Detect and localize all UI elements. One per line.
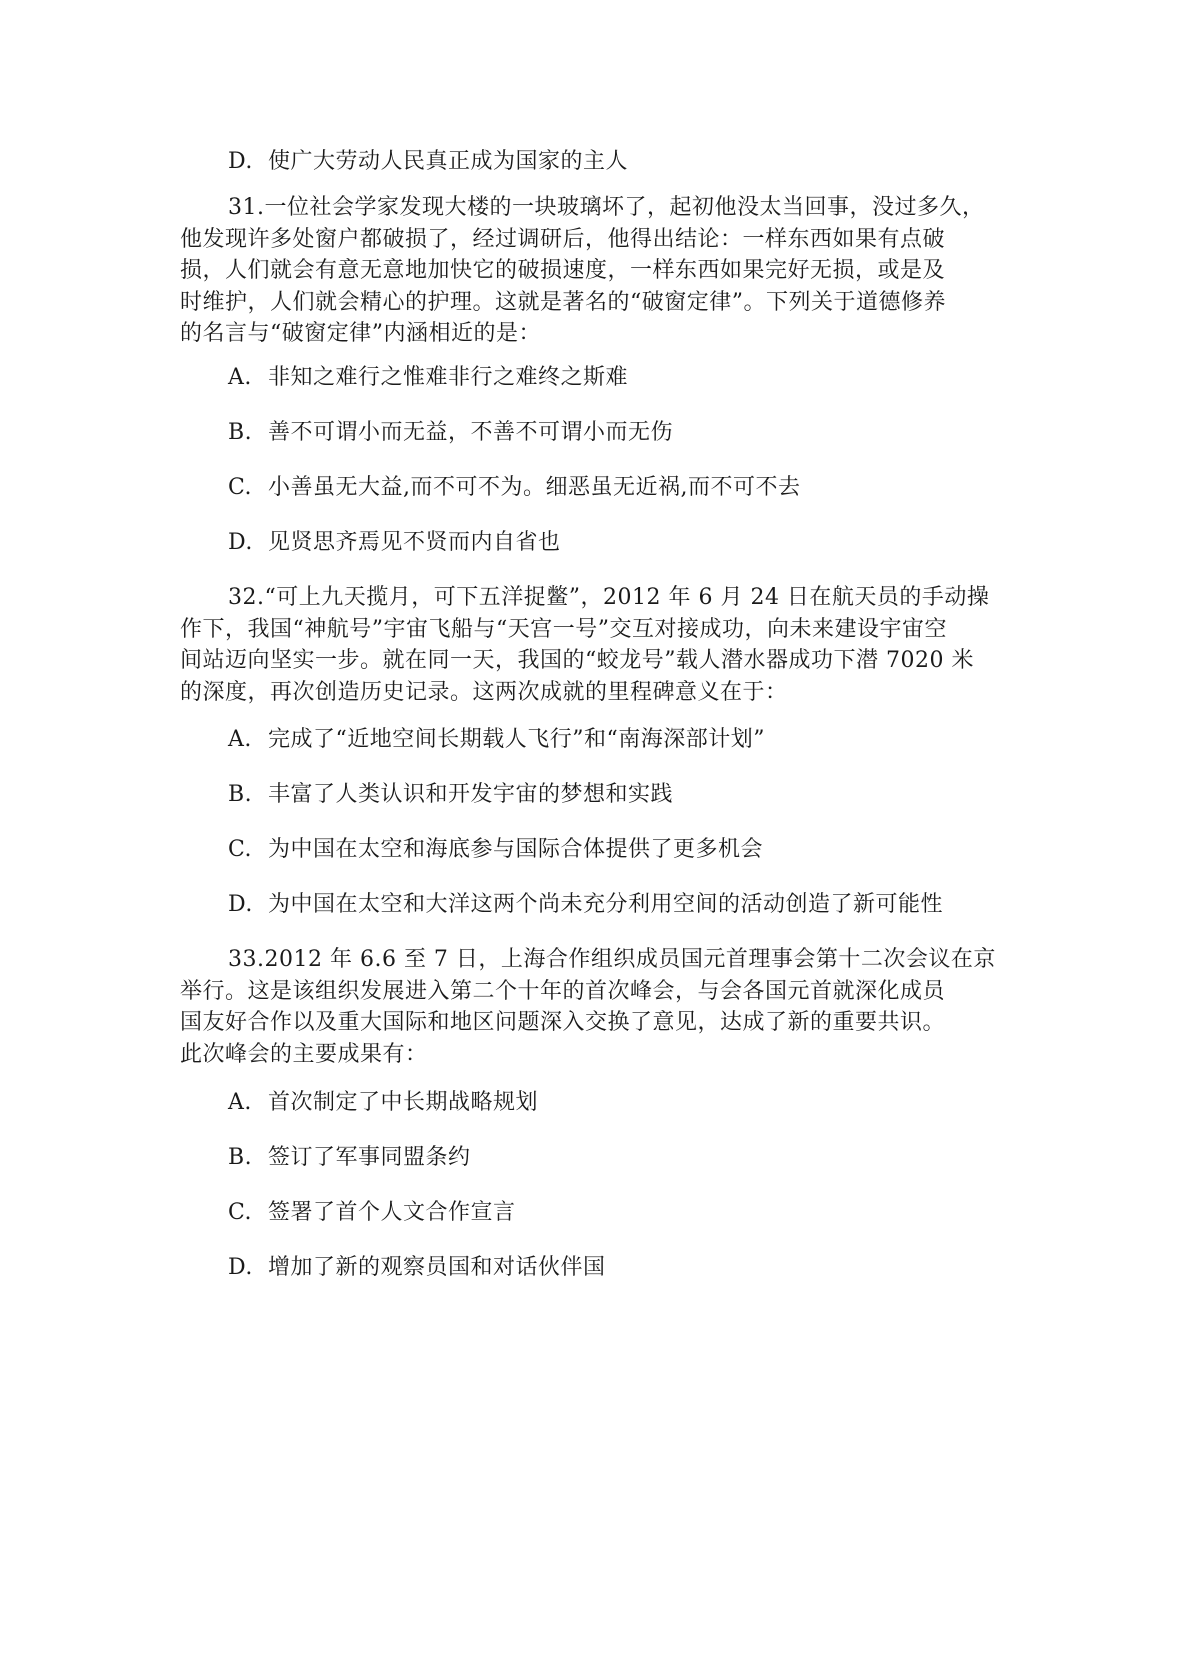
- question-line: 31.一位社会学家发现大楼的一块玻璃坏了，起初他没太当回事，没过多久，: [228, 195, 985, 220]
- question-line: 他发现许多处窗户都破损了，经过调研后，他得出结论：一样东西如果有点破: [180, 226, 946, 252]
- option-letter: B.: [228, 420, 253, 445]
- question-31-stem: [180, 192, 1020, 350]
- option-text: 见贤思齐焉见不贤而内自省也: [268, 530, 561, 555]
- option-letter: D.: [228, 530, 253, 555]
- question-line: 此次峰会的主要成果有：: [180, 1041, 428, 1067]
- option-33-c: [228, 1197, 516, 1229]
- option-letter: A.: [228, 365, 252, 390]
- option-letter: A.: [228, 1090, 252, 1115]
- option-text: 首次制定了中长期战略规划: [268, 1090, 539, 1115]
- option-text: 善不可谓小而无益，不善不可谓小而无伤: [268, 420, 674, 445]
- option-text: 使广大劳动人民真正成为国家的主人: [268, 149, 629, 174]
- option-33-d: [228, 1252, 606, 1284]
- option-letter: D.: [228, 1255, 253, 1280]
- option-31-d: [228, 527, 561, 559]
- option-33-b: [228, 1142, 471, 1174]
- option-text: 完成了“近地空间长期载人飞行”和“南海深部计划”: [268, 727, 765, 752]
- question-33-stem: [180, 944, 1020, 1070]
- question-line: 时维护，人们就会精心的护理。这就是著名的“破窗定律”。下列关于道德修养: [180, 289, 946, 315]
- option-letter: C.: [228, 475, 253, 500]
- option-text: 签订了军事同盟条约: [268, 1145, 471, 1170]
- option-prev-d: [228, 146, 628, 178]
- option-text: 签署了首个人文合作宣言: [268, 1200, 516, 1225]
- option-text: 小善虽无大益,而不可不为。细恶虽无近祸,而不可不去: [268, 475, 801, 500]
- option-letter: B.: [228, 1145, 253, 1170]
- option-text: 为中国在太空和海底参与国际合体提供了更多机会: [268, 837, 764, 862]
- option-text: 丰富了人类认识和开发宇宙的梦想和实践: [268, 782, 674, 807]
- option-text: 非知之难行之惟难非行之难终之斯难: [268, 365, 629, 390]
- question-line: 国友好合作以及重大国际和地区问题深入交换了意见，达成了新的重要共识。: [180, 1010, 946, 1035]
- question-line: 32.“可上九天揽月，可下五洋捉鳖”，2012 年 6 月 24 日在航天员的手动操: [228, 585, 990, 610]
- question-line: 的名言与“破窗定律”内涵相近的是：: [180, 321, 541, 346]
- question-line: 举行。这是该组织发展进入第二个十年的首次峰会，与会各国元首就深化成员: [180, 978, 946, 1004]
- question-line: 33.2012 年 6.6 至 7 日，上海合作组织成员国元首理事会第十二次会议在京: [228, 947, 996, 972]
- option-letter: B.: [228, 782, 253, 807]
- option-32-a: [228, 724, 765, 756]
- option-text: 为中国在太空和大洋这两个尚未充分利用空间的活动创造了新可能性: [268, 892, 944, 917]
- option-32-c: [228, 834, 763, 866]
- option-32-d: [228, 889, 943, 921]
- question-line: 作下，我国“神航号”宇宙飞船与“天宫一号”交互对接成功，向未来建设宇宙空: [180, 616, 947, 642]
- option-31-c: [228, 472, 801, 504]
- option-letter: A.: [228, 727, 252, 752]
- option-31-b: [228, 417, 673, 449]
- option-letter: C.: [228, 1200, 253, 1225]
- option-33-a: [228, 1087, 538, 1119]
- question-line: 间站迈向坚实一步。就在同一天，我国的“蛟龙号”载人潜水器成功下潜 7020 米: [180, 648, 974, 673]
- option-letter: D.: [228, 149, 253, 174]
- question-line: 损，人们就会有意无意地加快它的破损速度，一样东西如果完好无损，或是及: [180, 258, 946, 283]
- option-letter: C.: [228, 837, 253, 862]
- option-31-a: [228, 362, 628, 394]
- question-32-stem: [180, 582, 1020, 708]
- option-text: 增加了新的观察员国和对话伙伴国: [268, 1255, 606, 1280]
- option-letter: D.: [228, 892, 253, 917]
- option-32-b: [228, 779, 673, 811]
- question-line: 的深度，再次创造历史记录。这两次成就的里程碑意义在于：: [180, 679, 788, 705]
